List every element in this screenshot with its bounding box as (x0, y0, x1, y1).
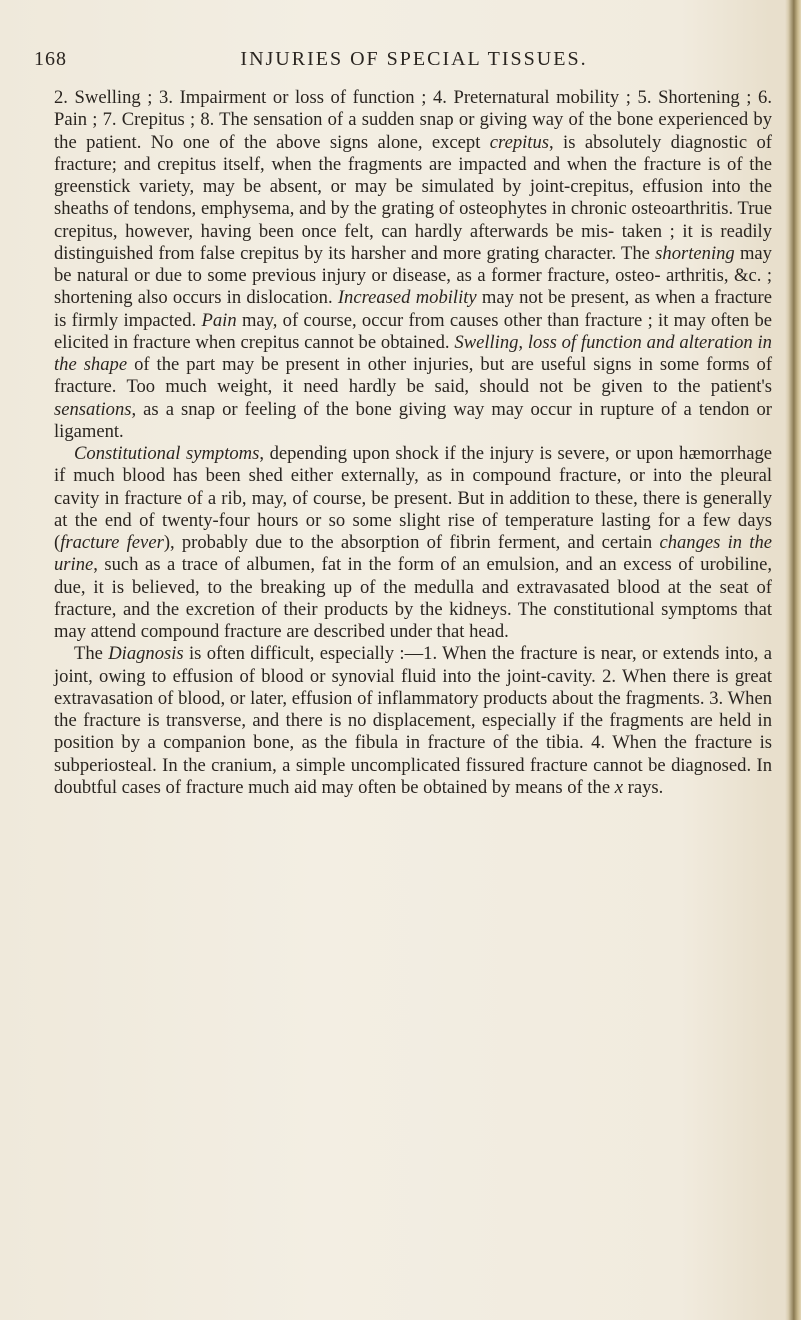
italic-term: shortening (655, 242, 735, 264)
text-run: may be natural or due to some previous injury or disease, as a former fracture, osteo- arthritis, &c. ; shortening also occurs in dislocation. (54, 242, 772, 309)
italic-term: x (614, 776, 623, 798)
italic-term: Swelling, loss of function and alteration in the shape (54, 331, 772, 375)
text-run: , as a snap or feeling of the bone giving way may occur in rupture of a tendon or ligament. (54, 398, 772, 442)
page-edge-shadow (785, 0, 801, 1320)
text-run: is often difficult, especially :—1. When the fracture is near, or extends into, a joint, owing to effusion of blood or synovial fluid into the joint-cavity. 2. When there is great extravasation of blood, or later, effusion of inflammatory products about the fragments. 3. When the fracture is transverse, and there is no displacement, especially if the fragments are held in position by a companion bone, as the fibula in fracture of the tibia. 4. When the fracture is subperiosteal. In the cranium, a simple uncomplicated fissured fracture cannot be diagnosed. In doubtful cases of fracture much aid may often be obtained by means of the (54, 643, 772, 798)
page-header (34, 48, 754, 78)
body-text (54, 87, 772, 799)
paragraph-constitutional-symptoms (54, 443, 772, 643)
italic-term: crepitus (489, 131, 549, 153)
text-run: , such as a trace of albumen, fat in the form of an emulsion, and an excess of urobiline, due, it is believed, to the breaking up of the medulla and extravasated blood at the seat of fracture, and the excretion of their products by the kidneys. The constitutional symptoms that may attend compound fracture are described under that head. (54, 554, 772, 642)
paragraph-signs (54, 87, 772, 443)
text-run: may not be present, as when a fracture is firmly impacted. (54, 287, 772, 331)
text-run: may, of course, occur from causes other than fracture ; it may often be elicited in fracture when crepitus cannot be obtained. (54, 309, 772, 353)
text-run: The (74, 643, 109, 665)
italic-term: sensations (54, 398, 132, 420)
text-run: ), probably due to the absorption of fibrin ferment, and certain (163, 532, 660, 553)
text-run: 2. Swelling ; 3. Impairment or loss of function ; 4. Preternatural mobility ; 5. Shortening ; 6. Pain ; 7. Crepitus ; 8. The sensation of a sudden snap or giving way of the bone experienced by the patient. No one of the above signs alone, except (54, 87, 772, 153)
running-head: INJURIES OF SPECIAL TISSUES. (240, 48, 588, 70)
text-run: rays. (622, 776, 664, 798)
text-run: , depending upon shock if the injury is severe, or upon hæmorrhage if much blood has been shed either externally, as in compound fracture, or into the pleural cavity in fracture of a rib, may, of course, be present. But in addition to these, there is generally at the end of twenty-four hours or so some slight rise of temperature lasting for a few days ( (54, 443, 772, 553)
italic-term: fracture fever (60, 532, 164, 553)
italic-term: Diagnosis (108, 643, 184, 665)
text-run: of the part may be present in other injuries, but are useful signs in some forms of fracture. Too much weight, it need hardly be said, should not be given to the patient's (54, 354, 773, 398)
paragraph-diagnosis (54, 643, 772, 799)
italic-term: Increased mobility (337, 287, 477, 309)
text-run: , is absolutely diagnostic of fracture; and crepitus itself, when the fragments are impacted and when the fracture is of the greenstick variety, may be absent, or may be simulated by joint-crepitus, effusion into the sheaths of tendons, emphysema, and by the grating of osteophytes in chronic osteoarthritis. True crepitus, however, having been once felt, can hardly afterwards be mis- taken ; it is readily distinguished from false crepitus by its harsher and more grating character. The (54, 131, 772, 264)
italic-term: Constitutional symptoms (74, 443, 260, 464)
page-number: 168 (34, 48, 67, 70)
italic-term: Pain (201, 309, 237, 331)
italic-term: changes in the urine (54, 532, 772, 576)
